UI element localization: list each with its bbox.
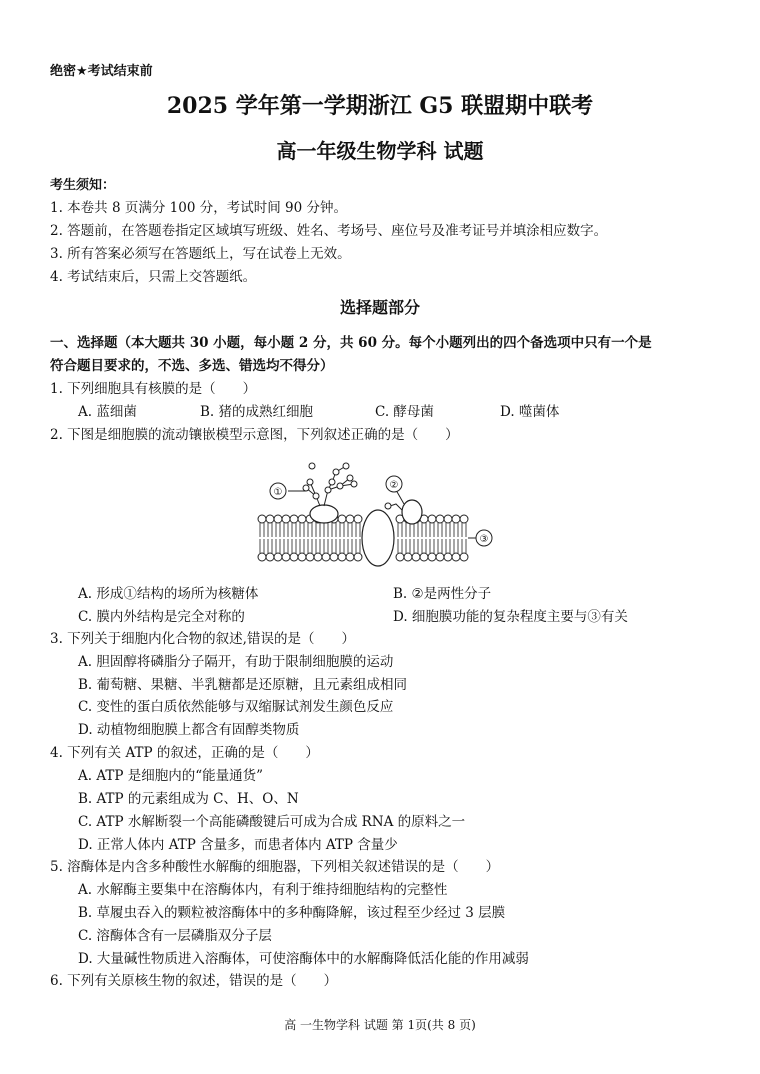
q5-option-c: C. 溶酶体含有一层磷脂双分子层 — [78, 928, 272, 944]
q3-option-a: A. 胆固醇将磷脂分子隔开，有助于限制细胞膜的运动 — [78, 654, 394, 670]
q5-option-b: B. 草履虫吞入的颗粒被溶酶体中的多种酶降解，该过程至少经过 3 层膜 — [78, 905, 506, 921]
figure-label-1: ① — [273, 487, 283, 498]
figure-label-3: ③ — [479, 534, 489, 545]
part-intro-line1: 一、选择题（本大题共 30 小题，每小题 2 分，共 60 分。每个小题列出的四个备选项中只有一个是 — [50, 335, 652, 351]
q3-option-b: B. 葡萄糖、果糖、半乳糖都是还原糖，且元素组成相同 — [78, 677, 408, 693]
q4-option-a: A. ATP 是细胞内的“能量通货” — [78, 768, 264, 784]
instruction-item: 4. 考试结束后，只需上交答题纸。 — [50, 269, 257, 285]
question-stem-5: 5. 溶酶体是内含多种酸性水解酶的细胞器，下列相关叙述错误的是（ ） — [50, 859, 500, 875]
q1-option-b: B. 猪的成熟红细胞 — [200, 404, 314, 420]
instruction-item: 2. 答题前，在答题卷指定区域填写班级、姓名、考场号、座位号及准考证号并填涂相应数字。 — [50, 223, 608, 239]
q2-option-b: B. ②是两性分子 — [393, 586, 492, 602]
q2-option-a: A. 形成①结构的场所为核糖体 — [78, 586, 259, 602]
confidential-label: 绝密★考试结束前 — [50, 64, 153, 79]
exam-subtitle: 高一年级生物学科 试题 — [276, 139, 484, 163]
q1-option-c: C. 酵母菌 — [375, 404, 434, 420]
q3-option-c: C. 变性的蛋白质依然能够与双缩脲试剂发生颜色反应 — [78, 699, 394, 715]
q2-option-c: C. 膜内外结构是完全对称的 — [78, 609, 245, 625]
q4-option-c: C. ATP 水解断裂一个高能磷酸键后可成为合成 RNA 的原料之一 — [78, 814, 466, 830]
q1-option-a: A. 蓝细菌 — [78, 404, 137, 420]
question-stem-2: 2. 下图是细胞膜的流动镶嵌模型示意图，下列叙述正确的是（ ） — [50, 427, 459, 443]
exam-title: 2025 学年第一学期浙江 G5 联盟期中联考 — [166, 93, 594, 119]
part-intro-line2: 符合题目要求的，不选、多选、错选均不得分） — [50, 358, 334, 374]
q4-option-b: B. ATP 的元素组成为 C、H、O、N — [78, 791, 299, 807]
question-stem-1: 1. 下列细胞具有核膜的是（ ） — [50, 381, 257, 397]
section-title: 选择题部分 — [339, 298, 420, 317]
figure-label-2: ② — [389, 480, 399, 491]
question-stem-4: 4. 下列有关 ATP 的叙述，正确的是（ ） — [50, 745, 319, 761]
q4-option-d: D. 正常人体内 ATP 含量多，而患者体内 ATP 含量少 — [78, 837, 398, 853]
q2-option-d: D. 细胞膜功能的复杂程度主要与③有关 — [393, 609, 628, 625]
instructions-heading: 考生须知： — [50, 178, 116, 193]
question-stem-6: 6. 下列有关原核生物的叙述，错误的是（ ） — [50, 973, 338, 989]
instruction-item: 1. 本卷共 8 页满分 100 分，考试时间 90 分钟。 — [50, 200, 347, 216]
q1-option-d: D. 噬菌体 — [500, 404, 560, 420]
q5-option-d: D. 大量碱性物质进入溶酶体，可使溶酶体中的水解酶降低活化能的作用减弱 — [78, 951, 529, 967]
q3-option-d: D. 动植物细胞膜上都含有固醇类物质 — [78, 722, 300, 738]
instruction-item: 3. 所有答案必须写在答题纸上，写在试卷上无效。 — [50, 246, 351, 262]
page-footer: 高 一生物学科 试题 第 1页(共 8 页) — [284, 1018, 476, 1032]
question-stem-3: 3. 下列关于细胞内化合物的叙述,错误的是（ ） — [50, 631, 355, 647]
q5-option-a: A. 水解酶主要集中在溶酶体内，有利于维持细胞结构的完整性 — [78, 882, 448, 898]
cell-membrane-figure — [250, 460, 510, 580]
